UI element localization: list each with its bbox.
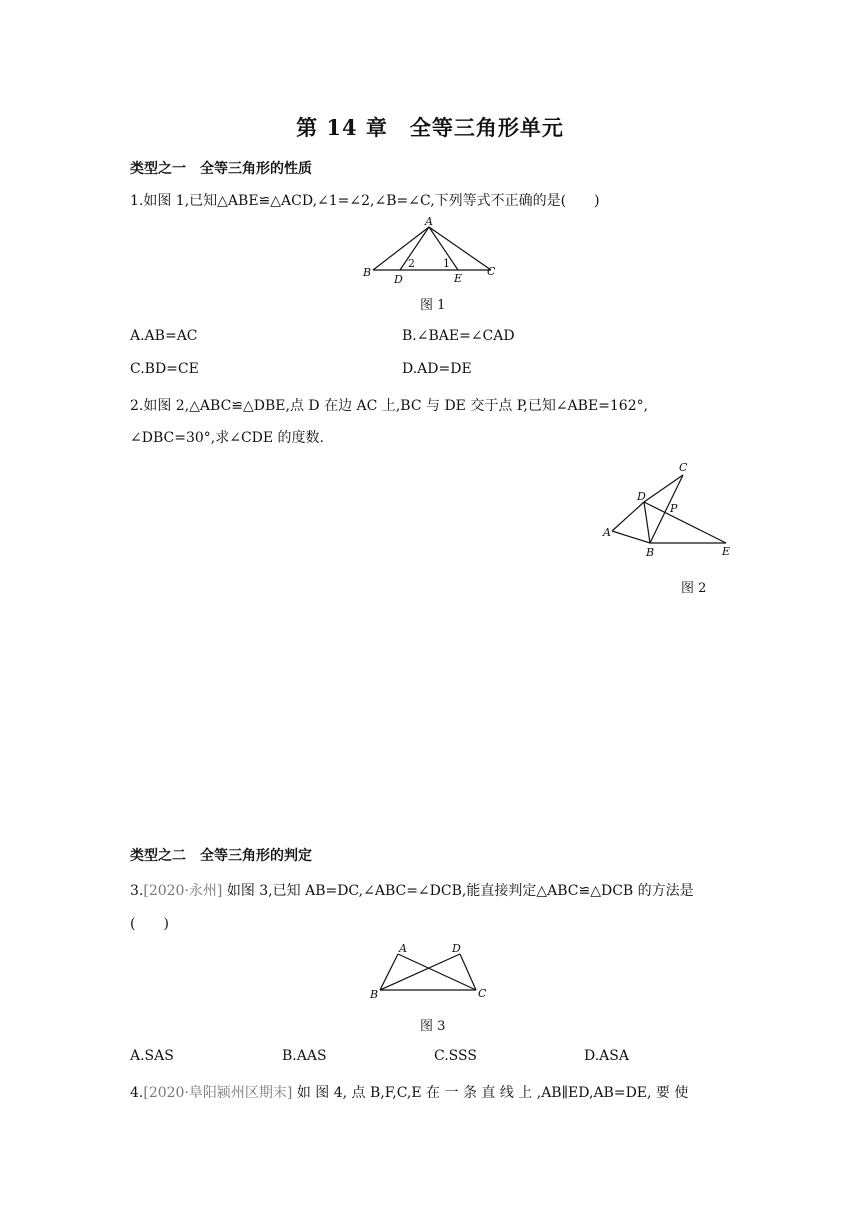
figure-1-caption: 图 1 [420, 298, 446, 313]
figure-3 [364, 940, 494, 1005]
question-4-source: [2020·阜阳颍州区期末] [143, 1085, 293, 1101]
question-4-body: 如 图 4, 点 B,F,C,E 在 一 条 直 线 上 ,AB∥ED,AB=DE, 要 使 [292, 1085, 689, 1101]
question-3-source: [2020·永州] [143, 883, 223, 899]
question-2-line-1: 2.如图 2,△ABC≌△DBE,点 D 在边 AC 上,BC 与 DE 交于点 P,已知∠ABE=162°, [130, 398, 649, 414]
figure-2-side-ab [612, 531, 650, 543]
figure-2-label-b: B [646, 546, 655, 559]
question-1-option-a: A.AB=AC [130, 328, 198, 344]
section-heading-2: 类型之二 全等三角形的判定 [130, 848, 312, 864]
question-1-option-d: D.AD=DE [402, 361, 472, 377]
figure-3-caption: 图 3 [420, 1019, 446, 1034]
question-3-option-d: D.ASA [584, 1048, 629, 1064]
figure-1-angle-1: 1 [443, 257, 450, 270]
figure-3-side-ab [380, 954, 398, 990]
figure-2-side-bc [650, 475, 683, 543]
figure-2-label-e: E [722, 545, 731, 558]
figure-2-side-db [644, 502, 650, 543]
figure-3-side-dc [460, 954, 476, 990]
figure-3-side-ac [398, 954, 476, 990]
question-1-option-b: B.∠BAE=∠CAD [402, 328, 515, 344]
question-3-blank: ( ) [130, 916, 169, 932]
figure-2-label-p: P [670, 502, 678, 515]
figure-1-label-d: D [394, 273, 403, 286]
question-3-option-a: A.SAS [130, 1048, 174, 1064]
figure-2 [598, 458, 743, 563]
question-4-text [130, 1082, 688, 1102]
question-2-line-2: ∠DBC=30°,求∠CDE 的度数. [130, 430, 324, 446]
figure-2-label-a: A [603, 526, 611, 539]
question-1-text: 1.如图 1,已知△ABE≌△ACD,∠1=∠2,∠B=∠C,下列等式不正确的是( ) [130, 193, 600, 209]
question-3-body: 如图 3,已知 AB=DC,∠ABC=∠DCB,能直接判定△ABC≌△DCB 的方法是 [222, 883, 694, 899]
question-3-option-b: B.AAS [282, 1048, 327, 1064]
figure-3-label-a: A [399, 942, 407, 955]
question-4-number: 4. [130, 1085, 144, 1101]
section-heading-1: 类型之一 全等三角形的性质 [130, 161, 312, 177]
figure-1-label-b: B [363, 266, 372, 279]
figure-1-label-c: C [487, 265, 496, 278]
figure-1 [358, 215, 508, 290]
figure-1-label-e: E [454, 272, 463, 285]
figure-3-label-b: B [370, 988, 379, 1001]
question-3-option-c: C.SSS [434, 1048, 477, 1064]
figure-3-label-c: C [478, 987, 487, 1000]
figure-3-side-db [380, 954, 460, 990]
figure-1-angle-2: 2 [408, 257, 415, 270]
figure-2-side-de [644, 502, 726, 543]
question-3-number: 3. [130, 883, 144, 899]
figure-3-label-d: D [452, 942, 461, 955]
figure-2-label-d: D [637, 490, 646, 503]
figure-1-triangle-abc [373, 227, 491, 270]
page-title: 第 14 章 全等三角形单元 [296, 115, 564, 140]
figure-2-label-c: C [679, 461, 688, 474]
figure-2-caption: 图 2 [681, 581, 707, 596]
question-3-text [130, 880, 694, 900]
question-1-option-c: C.BD=CE [130, 361, 199, 377]
figure-1-label-a: A [425, 215, 433, 228]
